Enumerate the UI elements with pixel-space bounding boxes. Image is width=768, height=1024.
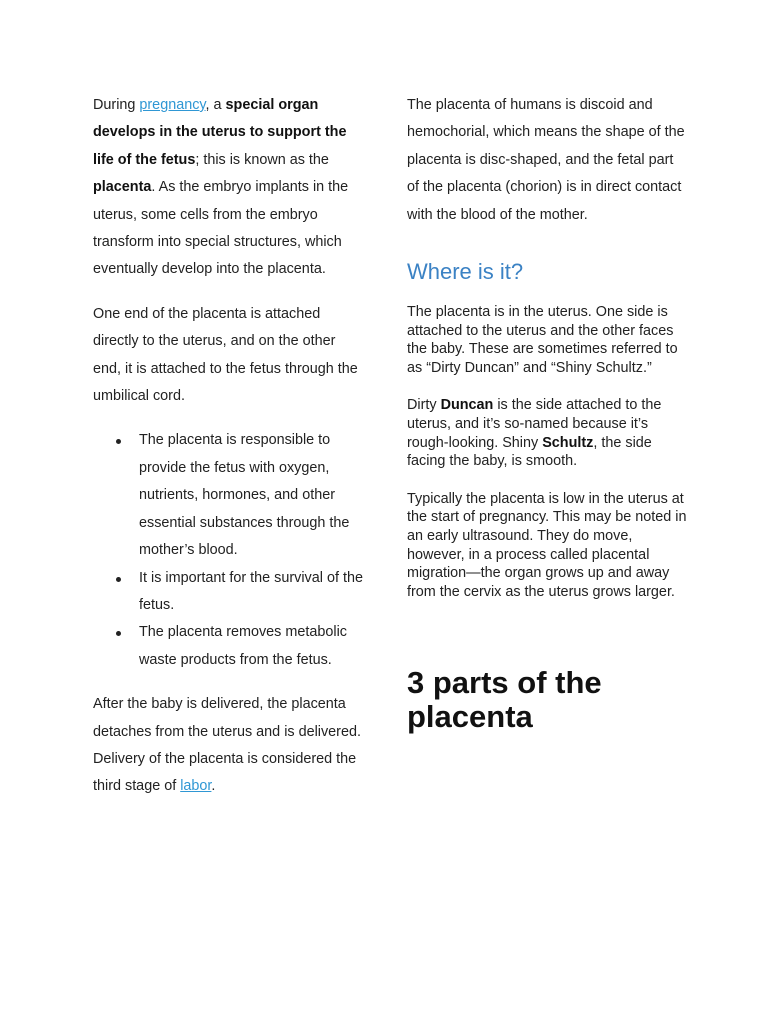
bold-text: Duncan: [440, 397, 494, 414]
text-run: . As the embryo implants in the uterus, some cells from the embryo transform into special structures, which eventually develop into the placenta.: [93, 179, 349, 278]
duncan-schultz-paragraph: [407, 396, 689, 470]
list-item-text: It is important for the survival of the fetus.: [139, 569, 363, 613]
text-run: Dirty: [407, 397, 441, 414]
location-paragraph: The placenta is in the uterus. One side is attached to the uterus and the other faces the baby. These are sometimes referred to as “Dirty Duncan” and “Shiny Schultz.”: [407, 304, 678, 376]
bold-text: Schultz: [542, 434, 594, 451]
bullet-icon: [116, 577, 121, 582]
labor-link[interactable]: labor: [180, 778, 212, 795]
migration-paragraph: Typically the placenta is low in the uterus at the start of pregnancy. This may be noted in an early ultrasound. They do move, however, in a process called placental migration—the organ grows up and away from the cervix as the uterus grows larger.: [407, 490, 687, 600]
text-run: , the side facing the baby, is smooth.: [407, 434, 652, 470]
text-run: After the baby is delivered, the placenta detaches from the uterus and is delivered. Delivery of the placenta is considered the third stage of: [93, 696, 361, 795]
pregnancy-link[interactable]: pregnancy: [139, 97, 206, 113]
text-run: , a: [205, 97, 226, 113]
left-column: [93, 92, 365, 801]
list-item: [93, 565, 365, 620]
bullet-list: [93, 427, 365, 674]
discoid-paragraph: The placenta of humans is discoid and hemochorial, which means the shape of the placenta is disc-shaped, and the fetal part of the placenta (chorion) is in direct contact with the blood of the mother.: [407, 97, 685, 223]
bold-text: placenta: [93, 179, 152, 196]
parts-heading: 3 parts of the placenta: [407, 665, 602, 735]
text-run: .: [211, 778, 216, 795]
text-run: ; this is known as the: [195, 151, 329, 168]
list-item-text: The placenta is responsible to provide the fetus with oxygen, nutrients, hormones, and other essential substances through the mother’s blood.: [139, 432, 350, 559]
list-item: [93, 427, 365, 564]
list-item: [93, 619, 365, 674]
right-column: [407, 92, 689, 734]
bold-text: special organ develops in the uterus to support the life of the fetus: [93, 97, 347, 168]
where-heading: Where is it?: [407, 259, 524, 285]
bullet-icon: [116, 631, 121, 636]
attachment-paragraph: One end of the placenta is attached directly to the uterus, and on the other end, it is attached to the fetus through the umbilical cord.: [93, 305, 358, 405]
text-run: is the side attached to the uterus, and it’s so-named because it’s rough-looking. Shiny: [407, 397, 662, 451]
bullet-icon: [116, 439, 121, 444]
text-run: During: [93, 97, 140, 113]
intro-paragraph: [93, 92, 365, 284]
list-item-text: The placenta removes metabolic waste products from the fetus.: [139, 624, 347, 668]
delivery-paragraph: [93, 691, 365, 801]
